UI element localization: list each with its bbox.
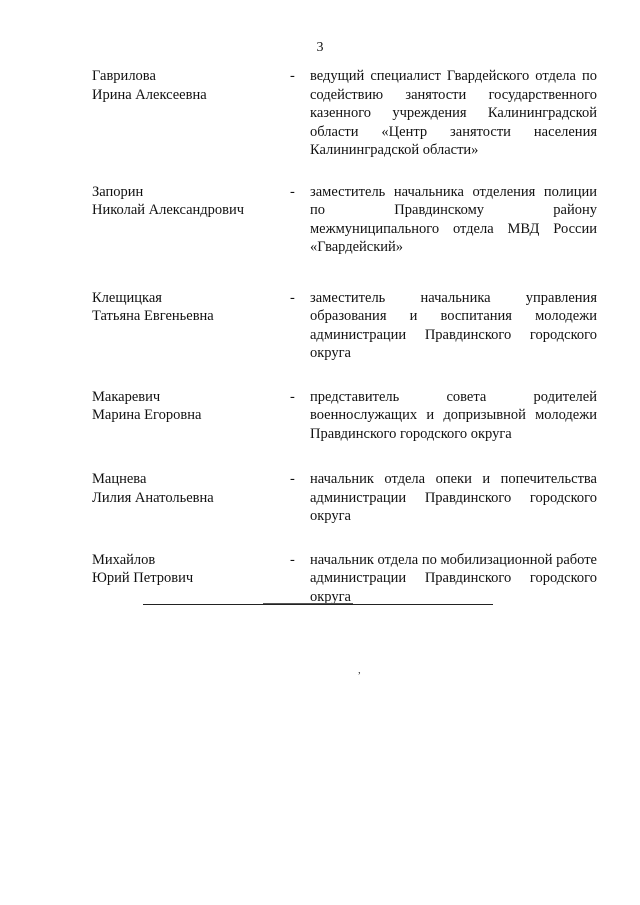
member-surname: Клещицкая (92, 289, 162, 306)
dash-separator: - (290, 551, 295, 568)
dash-separator: - (290, 388, 295, 405)
member-given-names: Марина Егоровна (92, 407, 202, 423)
member-name (92, 183, 290, 257)
member-name (92, 551, 290, 607)
member-name (92, 67, 290, 160)
member-surname: Макаревич (92, 388, 161, 405)
list-item (92, 67, 602, 160)
page-number: 3 (316, 40, 324, 55)
member-name (92, 388, 290, 444)
list-item (92, 551, 602, 607)
member-surname: Гаврилова (92, 68, 156, 84)
member-given-names: Юрий Петрович (92, 570, 194, 586)
member-given-names: Татьяна Евгеньевна (92, 308, 214, 324)
member-surname: Михайлов (92, 551, 156, 568)
list-item (92, 388, 602, 444)
list-item (92, 289, 602, 363)
list-item (92, 470, 602, 526)
dash-separator: - (290, 289, 295, 306)
commission-members-list (92, 67, 602, 606)
member-position: заместитель начальника отделения полиции по Правдинскому району межмуниципального отдела МВД России «Гвардейский» (310, 183, 597, 255)
end-of-document-line (143, 604, 493, 605)
member-given-names: Лилия Анатольевна (92, 489, 214, 506)
member-position: заместитель начальника управления образования и воспитания молодежи администрации Правдинского городского округа (310, 289, 597, 361)
member-position: представитель совета родителей военнослужащих и допризывной молодежи Правдинского городского округа (310, 388, 597, 442)
dash-separator: - (290, 183, 295, 200)
member-name (92, 470, 290, 526)
dash-separator: - (290, 471, 295, 487)
member-surname: Запорин (92, 183, 144, 200)
member-position: начальник отдела по мобилизационной работе администрации Правдинского городского округа (310, 551, 597, 605)
scan-speck: , (358, 664, 361, 676)
member-surname: Мацнева (92, 471, 147, 487)
member-given-names: Ирина Алексеевна (92, 86, 207, 103)
member-position: ведущий специалист Гвардейского отдела по содействию занятости государственного казенного учреждения Калининградской области «Центр занятости населения Калининградской области» (310, 68, 597, 158)
list-item (92, 183, 602, 257)
member-position: начальник отдела опеки и попечительства администрации Правдинского городского округа (310, 471, 597, 524)
member-given-names: Николай Александрович (92, 202, 245, 218)
dash-separator: - (290, 68, 295, 84)
member-name (92, 289, 290, 363)
